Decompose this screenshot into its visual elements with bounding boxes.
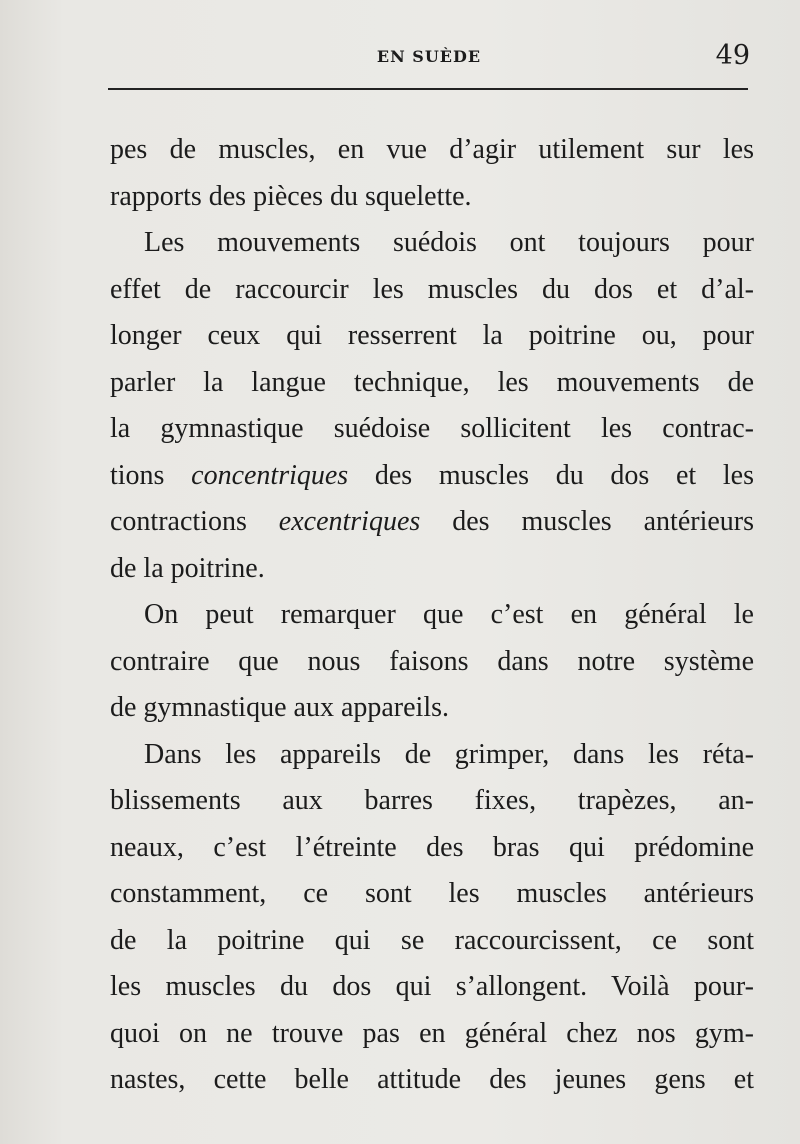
running-head (108, 40, 750, 72)
header-rule (108, 88, 748, 90)
text-line: On peut remarquer que c’est en général le (144, 599, 754, 630)
text-line: de la poitrine. (110, 552, 265, 584)
text-line: constamment, ce sont les muscles antérieurs (110, 878, 754, 909)
running-title: EN SUÈDE (376, 47, 482, 66)
text-line: effet de raccourcir les muscles du dos et d’al- (110, 273, 754, 305)
text-line: neaux, c’est l’étreinte des bras qui prédomine (110, 831, 754, 863)
text-line: contraire que nous faisons dans notre système (110, 645, 754, 677)
text-line: Dans les appareils de grimper, dans les réta- (144, 738, 754, 770)
text-line: de la poitrine qui se raccourcissent, ce sont (110, 924, 754, 956)
text-segment: tions (110, 459, 192, 491)
text-line: parler la langue technique, les mouvements de (110, 366, 754, 398)
page-number: 49 (715, 40, 750, 71)
text-line: nastes, cette belle attitude des jeunes gens et (110, 1064, 754, 1095)
text-line: blissements aux barres fixes, trapèzes, an- (110, 785, 754, 816)
text-line: rapports des pièces du squelette. (110, 180, 472, 212)
text-segment: des muscles antérieurs (420, 506, 754, 537)
text-line: la gymnastique suédoise sollicitent les contrac- (110, 413, 754, 444)
text-line: longer ceux qui resserrent la poitrine ou, pour (110, 320, 754, 351)
body-text (110, 127, 754, 1104)
italic-term: concentriques (191, 459, 349, 491)
text-line: quoi on ne trouve pas en général chez nos gym- (110, 1017, 754, 1049)
text-segment: contractions (110, 506, 279, 537)
text-line (110, 499, 754, 546)
text-line: les muscles du dos qui s’allongent. Voilà pour- (110, 971, 754, 1002)
text-segment: des muscles du dos et les (348, 459, 754, 491)
text-line: Les mouvements suédois ont toujours pour (144, 227, 754, 258)
italic-term: excentriques (278, 506, 421, 537)
text-line: de gymnastique aux appareils. (110, 692, 450, 723)
text-line: pes de muscles, en vue d’agir utilement sur les (110, 134, 754, 165)
text-line (110, 453, 754, 500)
